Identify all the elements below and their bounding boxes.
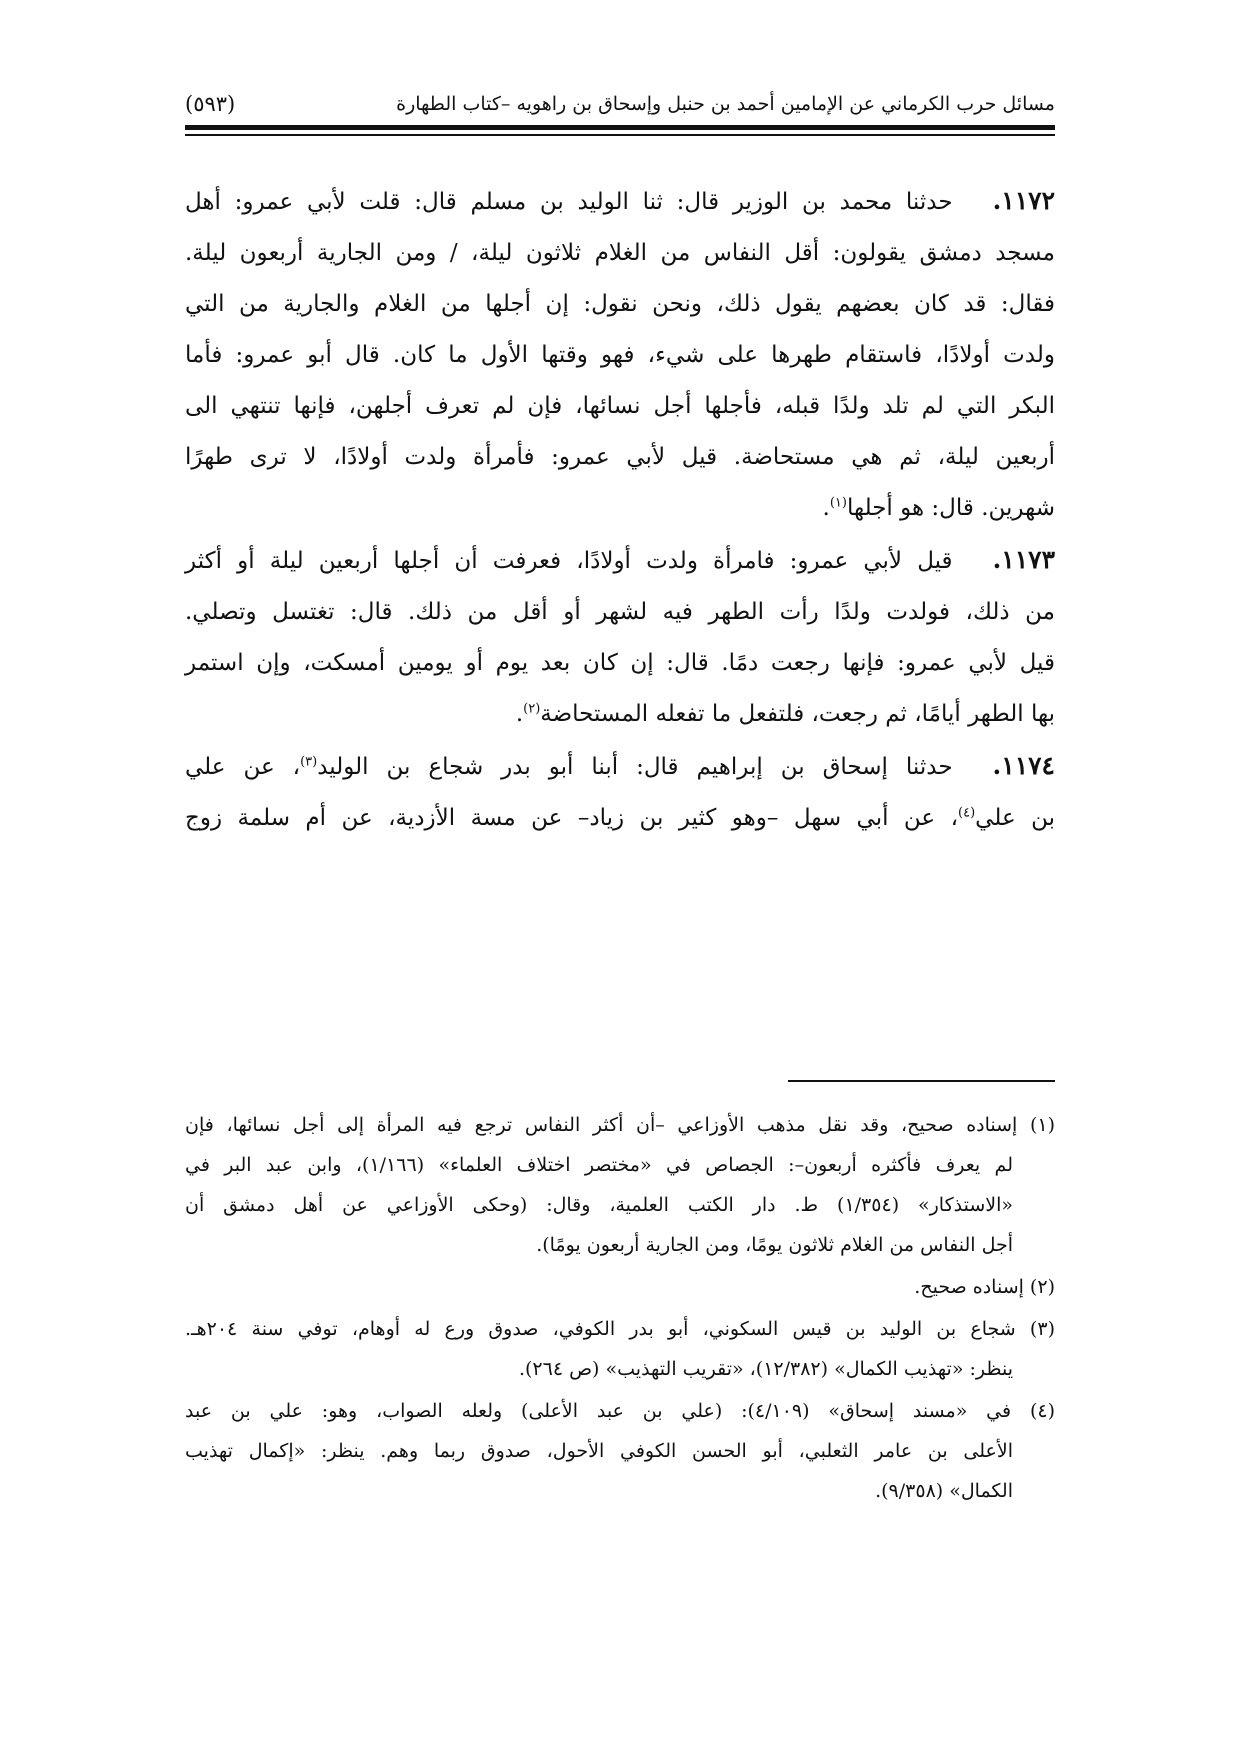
header-rule-thick [185, 125, 1055, 130]
text-line: مسجد دمشق يقولون: أقل النفاس من الغلام ثلاثون ليلة، / ومن الجارية أربعون ليلة. [185, 240, 1055, 266]
paragraph-number: ١١٧٢. [992, 186, 1055, 215]
page-number: (٥٩٣) [185, 92, 236, 116]
text-line: ١١٧٢.حدثنا محمد بن الوزير قال: ثنا الوليد بن مسلم قال: قلت لأبي عمرو: أهل [185, 186, 1055, 215]
text-line: بها الطهر أيامًا، ثم رجعت، فلتفعل ما تفعله المستحاضة$^{(٢)}$. [515, 701, 1055, 727]
text-line: من ذلك، فولدت ولدًا رأت الطهر فيه لشهر أو أقل من ذلك. قال: تغتسل وتصلي. [185, 599, 1055, 625]
text-line: فقال: قد كان بعضهم يقول ذلك، ونحن نقول: إن أجلها من الغلام والجارية من التي [185, 291, 1055, 317]
text-line: ولدت أولادًا، فاستقام طهرها على شيء، فهو وقتها الأول ما كان. قال أبو عمرو: فأما [185, 342, 1055, 368]
text-line: أربعين ليلة، ثم هي مستحاضة. قيل لأبي عمرو: فأمرأة ولدت أولادًا، لا ترى طهرًا [185, 444, 1055, 470]
running-title: مسائل حرب الكرماني عن الإمامين أحمد بن حنبل وإسحاق بن راهويه –كتاب الطهارة [396, 93, 1055, 115]
text-line: شهرين. قال: هو أجلها$^{(١)}$. [822, 495, 1055, 521]
footnote-line: (١) إسناده صحيح، وقد نقل مذهب الأوزاعي –أن أكثر النفاس ترجع فيه المرأة إلى أجل نسائها، فإن [185, 1114, 1055, 1136]
footnote-line: «الاستذكار» (١/٣٥٤) ط. دار الكتب العلمية، وقال: (وحكى الأوزاعي عن أهل دمشق أن [185, 1194, 1014, 1216]
paragraph-1173 [185, 534, 1055, 740]
footnote-line: الكمال» (٩/٣٥٨). [875, 1480, 1013, 1502]
footnote-line: الأعلى بن عامر الثعلبي، أبو الحسن الكوفي الأحول، صدوق ربما وهم. ينظر: «إكمال تهذيب [185, 1440, 1013, 1462]
text-line: قيل لأبي عمرو: فإنها رجعت دمًا. قال: إن كان بعد يوم أو يومين أمسكت، وإن استمر [185, 650, 1055, 676]
paragraph-1174 [185, 740, 1055, 844]
footnote-line: (٣) شجاع بن الوليد بن قيس السكوني، أبو بدر الكوفي، صدوق ورع له أوهام، توفي سنة ٢٠٤هـ. [185, 1318, 1055, 1340]
footnote-line: أجل النفاس من الغلام ثلاثون يومًا، ومن الجارية أربعون يومًا). [536, 1234, 1013, 1256]
text-line: ١١٧٣.قيل لأبي عمرو: فامرأة ولدت أولادًا، فعرفت أن أجلها أربعين ليلة أو أكثر [185, 545, 1055, 574]
footnote-marker[interactable]: (١) [829, 495, 847, 511]
text-line: البكر التي لم تلد ولدًا قبله، فأجلها أجل نسائها، فإن لم تعرف أجلهن، فإنها تنتهي الى [185, 393, 1055, 419]
main-text [185, 175, 1055, 844]
footnote-marker[interactable]: (٣) [300, 754, 318, 770]
footnote-line: (٢) إسناده صحيح. [914, 1276, 1055, 1298]
text-line: بن علي$^{(٤)}$، عن أبي سهل –وهو كثير بن زياد– عن مسة الأزدية، عن أم سلمة زوج [185, 805, 1055, 831]
footnote-2 [185, 1267, 1055, 1307]
text-line: ١١٧٤.حدثنا إسحاق بن إبراهيم قال: أبنا أبو بدر شجاع بن الوليد$^{(٣)}$، عن علي [185, 751, 1055, 780]
paragraph-number: ١١٧٣. [992, 545, 1055, 574]
footnote-separator [788, 1080, 1055, 1082]
footnote-4 [185, 1391, 1055, 1511]
paragraph-number: ١١٧٤. [992, 751, 1055, 780]
page-header [185, 84, 1055, 124]
footnote-3 [185, 1309, 1055, 1389]
footnotes [185, 1105, 1055, 1513]
footnote-line: لم يعرف فأكثره أربعون–: الجصاص في «مختصر اختلاف العلماء» (١/١٦٦)، وابن عبد البر في [185, 1154, 1013, 1176]
footnote-line: ينظر: «تهذيب الكمال» (١٢/٣٨٢)، «تقريب التهذيب» (ص ٢٦٤). [518, 1358, 1013, 1380]
paragraph-1172 [185, 175, 1055, 534]
header-rule-thin [185, 134, 1055, 136]
footnote-1 [185, 1105, 1055, 1265]
footnote-marker[interactable]: (٢) [523, 701, 541, 717]
footnote-marker[interactable]: (٤) [958, 805, 976, 821]
footnote-line: (٤) في «مسند إسحاق» (٤/١٠٩): (علي بن عبد الأعلى) ولعله الصواب، وهو: علي بن عبد [185, 1400, 1055, 1422]
